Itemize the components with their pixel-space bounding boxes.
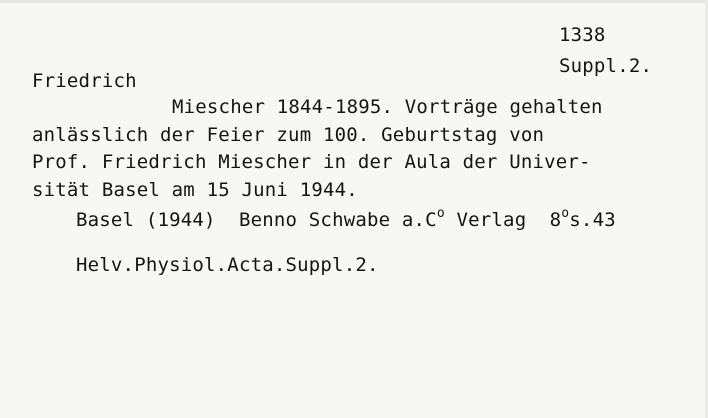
card-top-edge [0, 0, 708, 3]
author-heading: Friedrich [32, 70, 137, 92]
series-statement: Helv.Physiol.Acta.Suppl.2. [76, 254, 379, 276]
title-line-2: anlässlich der Feier zum 100. Geburtstag von [32, 123, 545, 146]
call-number-suffix: Suppl.2. [559, 55, 653, 77]
title-description [32, 94, 702, 204]
imprint-publisher: Benno Schwabe $a.C^o$ Verlag [238, 206, 527, 231]
title-line-1: Miescher 1844-1895. Vorträge gehalten [172, 96, 603, 118]
title-line-3: Prof. Friedrich Miescher in der Aula der Univer- [32, 151, 591, 173]
imprint-place-year: Basel (1944) [76, 209, 216, 231]
call-number: 1338 [559, 24, 606, 46]
imprint-format-pages: 8$^o$s.43 [549, 206, 616, 231]
title-line-4: sität Basel am 15 Juni 1944. [32, 178, 358, 201]
imprint-line [76, 206, 616, 234]
